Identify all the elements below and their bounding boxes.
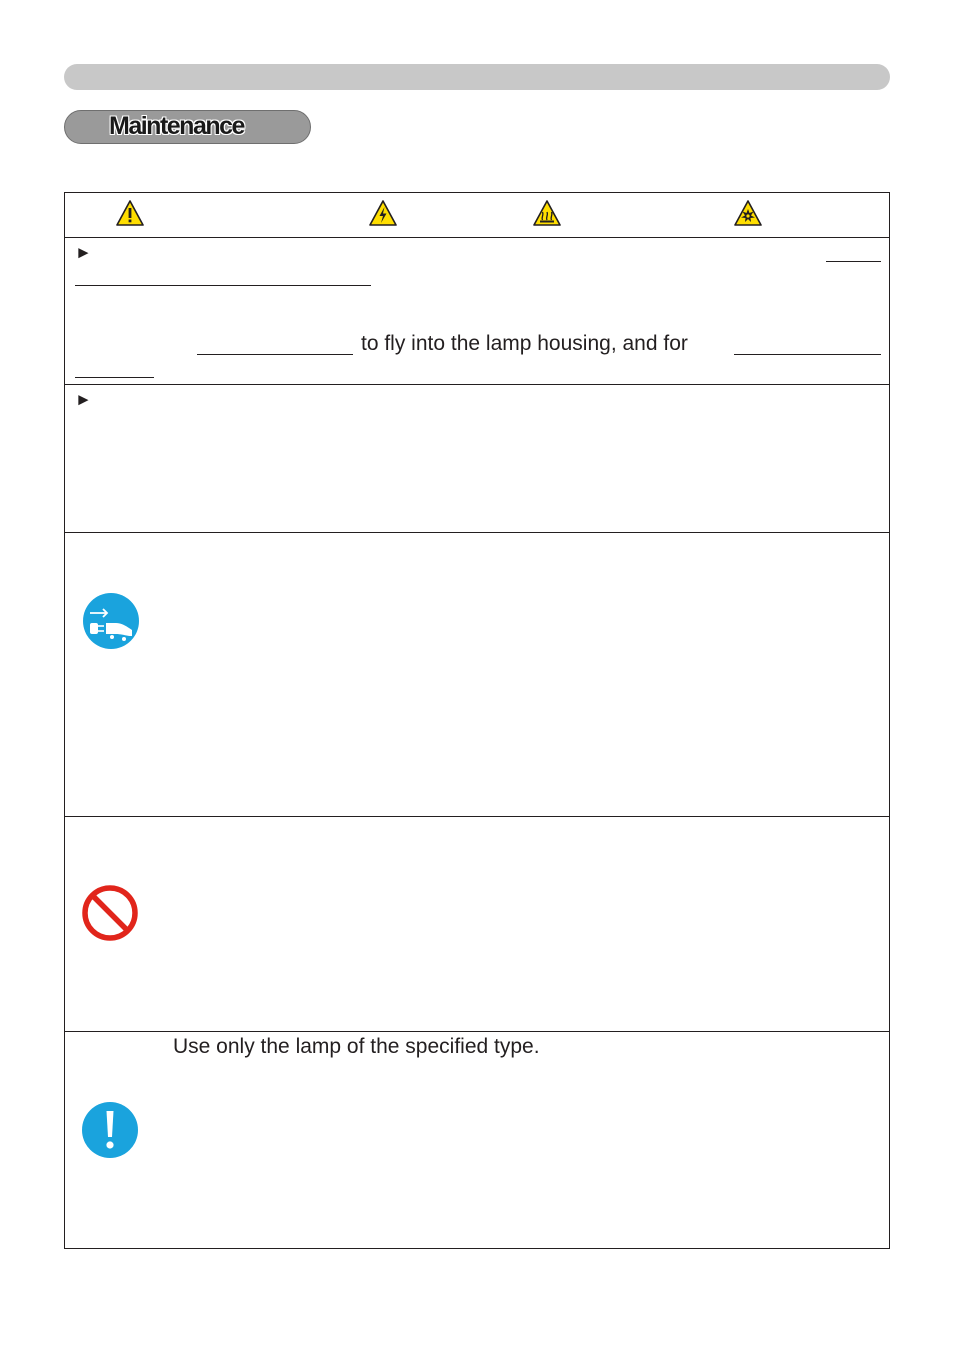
lamp-type-text: Use only the lamp of the specified type. (173, 1035, 540, 1058)
hot-surface-warning-icon (533, 199, 561, 227)
underline-mark (826, 261, 881, 262)
underline-mark (75, 285, 371, 286)
underline-mark (75, 377, 154, 378)
warning-triangle-icon (116, 199, 144, 227)
lamp-housing-text: to fly into the lamp housing, and for (361, 332, 688, 355)
electric-shock-warning-icon (369, 199, 397, 227)
mandatory-action-icon (81, 1101, 139, 1159)
bullet-marker: ► (75, 390, 92, 409)
prohibition-icon (81, 884, 139, 942)
row-divider (64, 384, 890, 385)
row-divider (64, 237, 890, 238)
row-divider (64, 532, 890, 533)
row-divider (64, 1031, 890, 1032)
unplug-power-icon (82, 592, 140, 650)
underline-mark (734, 354, 881, 355)
explosion-warning-icon (734, 199, 762, 227)
bullet-marker: ► (75, 243, 92, 262)
header-bar (64, 64, 890, 90)
section-tab (64, 110, 311, 144)
underline-mark (197, 354, 353, 355)
row-divider (64, 816, 890, 817)
section-title: Maintenance (109, 112, 244, 140)
